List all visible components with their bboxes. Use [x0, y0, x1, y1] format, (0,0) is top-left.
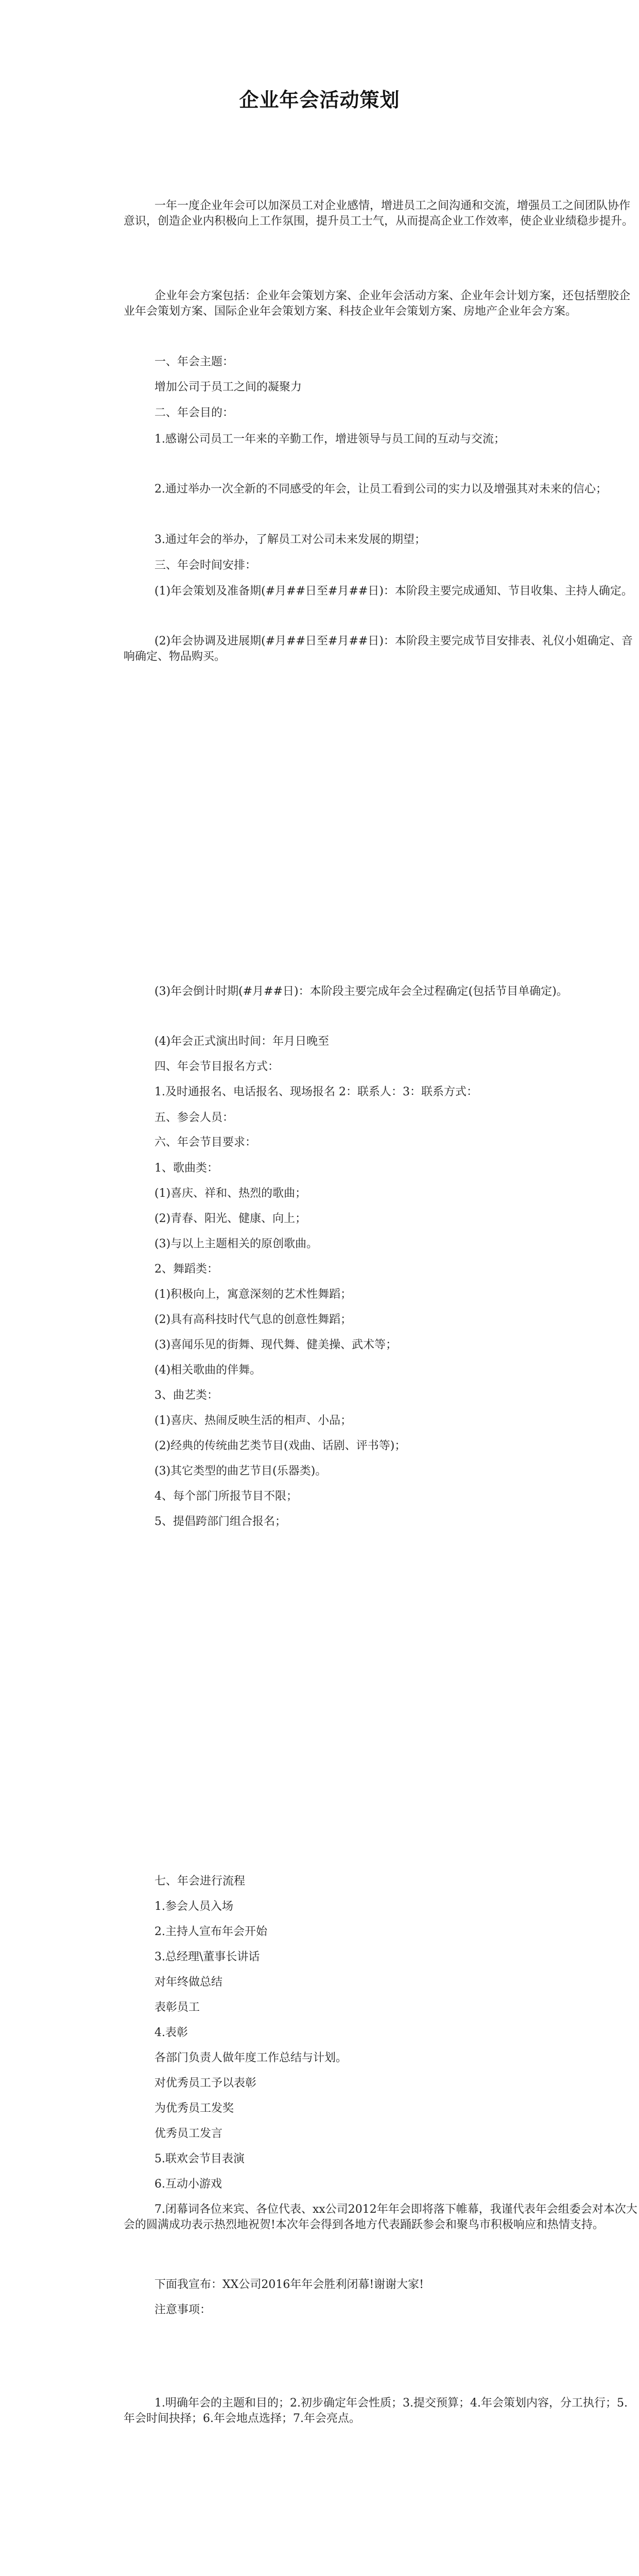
intro-paragraph-1: 一年一度企业年会可以加深员工对企业感情，增进员工之间沟通和交流，增强员工之间团队协作意识，创造企业内积极向上工作氛围，提升员工士气，从而提高企业工作效率，使企业业绩稳步提升。 [124, 199, 634, 228]
program-dance: 2、舞蹈类： [154, 1263, 218, 1276]
program-dance-4: (4)相关歌曲的伴舞。 [154, 1364, 262, 1377]
program-songs-1: (1)喜庆、祥和、热烈的歌曲； [154, 1187, 307, 1200]
notes-heading: 注意事项： [154, 2303, 212, 2316]
purpose-item-3: 3.通过年会的举办，了解员工对公司未来发展的期望； [154, 533, 426, 546]
signup-text: 1.及时通报名、电话报名、现场报名 2：联系人：3：联系方式： [154, 1086, 478, 1098]
program-quyi-2: (2)经典的传统曲艺类节目(戏曲、话剧、评书等)； [154, 1439, 406, 1452]
notes-text: 1.明确年会的主题和目的；2.初步确定年会性质；3.提交预算；4.年会策划内容，分工执行；5.年会时间抉择；6.年会地点选择；7.年会亮点。 [124, 2397, 628, 2425]
section-heading-program: 六、年会节目要求： [154, 1136, 257, 1149]
program-rule-5: 5、提倡跨部门组合报名； [154, 1515, 286, 1528]
section-heading-signup: 四、年会节目报名方式： [154, 1060, 280, 1073]
flow-item-4c: 为优秀员工发奖 [154, 2102, 234, 2115]
program-rule-4: 4、每个部门所报节目不限； [154, 1490, 298, 1503]
intro-paragraph-2: 企业年会方案包括：企业年会策划方案、企业年会活动方案、企业年会计划方案，还包括塑胶企业年会策划方案、国际企业年会策划方案、科技企业年会策划方案、房地产企业年会方案。 [124, 290, 631, 318]
flow-item-4a: 各部门负责人做年度工作总结与计划。 [154, 2052, 348, 2064]
flow-item-4d: 优秀员工发言 [154, 2127, 223, 2140]
flow-item-3b: 表彰员工 [154, 2001, 200, 2014]
flow-item-4: 4.表彰 [154, 2026, 188, 2039]
program-dance-1: (1)积极向上，寓意深刻的艺术性舞蹈； [154, 1288, 352, 1301]
program-quyi: 3、曲艺类： [154, 1389, 218, 1402]
purpose-item-1: 1.感谢公司员工一年来的辛勤工作，增进领导与员工间的互动与交流； [154, 433, 505, 446]
section-heading-purpose: 二、年会目的： [154, 406, 234, 419]
program-quyi-1: (1)喜庆、热闹反映生活的相声、小品； [154, 1414, 352, 1427]
program-songs-2: (2)青春、阳光、健康、向上； [154, 1212, 307, 1225]
schedule-item-2: (2)年会协调及进展期(#月##日至#月##日)：本阶段主要完成节目安排表、礼仪小姐确定、音响确定、物品购买。 [124, 635, 633, 663]
schedule-item-4: (4)年会正式演出时间：年月日晚至 [154, 1035, 330, 1048]
theme-text: 增加公司于员工之间的凝聚力 [154, 381, 302, 394]
schedule-item-1: (1)年会策划及准备期(#月##日至#月##日)：本阶段主要完成通知、节目收集、主持人确定。 [154, 585, 633, 598]
flow-item-2: 2.主持人宣布年会开始 [154, 1925, 267, 1938]
flow-item-4b: 对优秀员工予以表彰 [154, 2077, 257, 2090]
section-heading-schedule: 三、年会时间安排： [154, 559, 257, 572]
program-quyi-3: (3)其它类型的曲艺节目(乐器类)。 [154, 1465, 327, 1478]
flow-item-3a: 对年终做总结 [154, 1976, 223, 1989]
page-title: 企业年会活动策划 [239, 88, 400, 111]
program-dance-3: (3)喜闻乐见的街舞、现代舞、健美操、武术等； [154, 1338, 398, 1351]
section-heading-attendees: 五、参会人员： [154, 1111, 234, 1124]
flow-item-3: 3.总经理\董事长讲话 [154, 1951, 260, 1963]
program-songs: 1、歌曲类： [154, 1162, 218, 1175]
section-heading-flow: 七、年会进行流程 [154, 1875, 246, 1888]
purpose-item-2: 2.通过举办一次全新的不同感受的年会，让员工看到公司的实力以及增强其对未来的信心； [154, 483, 607, 496]
flow-item-1: 1.参会人员入场 [154, 1900, 233, 1913]
flow-item-7: 7.闭幕词各位来宾、各位代表、xx公司2012年年会即将落下帷幕，我谨代表年会组委会对本次大会的圆满成功表示热烈地祝贺!本次年会得到各地方代表踊跃参会和聚鸟市积极响应和热情支持。 [124, 2203, 637, 2231]
section-heading-theme: 一、年会主题： [154, 355, 234, 368]
flow-item-5: 5.联欢会节目表演 [154, 2153, 245, 2165]
program-dance-2: (2)具有高科技时代气息的创意性舞蹈； [154, 1313, 352, 1326]
program-songs-3: (3)与以上主题相关的原创歌曲。 [154, 1238, 318, 1250]
closing-announcement: 下面我宣布：XX公司2016年年会胜利闭幕!谢谢大家! [154, 2278, 424, 2291]
schedule-item-3: (3)年会倒计时期(#月##日)：本阶段主要完成年会全过程确定(包括节目单确定)。 [154, 985, 568, 998]
flow-item-6: 6.互动小游戏 [154, 2178, 222, 2191]
